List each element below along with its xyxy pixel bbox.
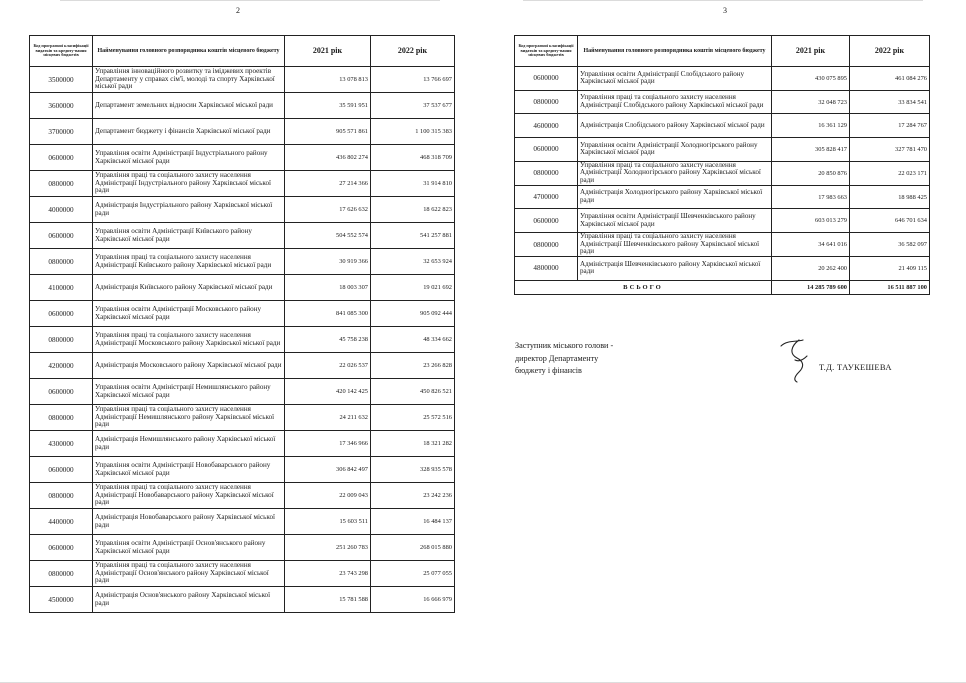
row-name: Адміністрація Київського району Харківської міської ради — [93, 275, 285, 301]
page-number: 3 — [723, 6, 727, 15]
row-code: 0800000 — [30, 171, 93, 197]
row-name: Управління освіти Адміністрації Шевченківського району Харківської міської ради — [578, 209, 772, 233]
row-amount-2022: 22 023 171 — [850, 161, 930, 185]
row-amount-2022: 268 015 880 — [371, 535, 455, 561]
row-amount-2022: 16 666 979 — [371, 587, 455, 613]
row-amount-2022: 18 321 282 — [371, 431, 455, 457]
row-amount-2022: 37 537 677 — [371, 93, 455, 119]
row-name: Департамент бюджету і фінансів Харківської міської ради — [93, 119, 285, 145]
row-code: 4200000 — [30, 353, 93, 379]
table-row — [30, 561, 455, 587]
table-row — [30, 327, 455, 353]
row-amount-2022: 25 077 055 — [371, 561, 455, 587]
row-name: Управління освіти Адміністрації Новобаварського району Харківської міської ради — [93, 457, 285, 483]
table-row — [515, 209, 930, 233]
row-amount-2021: 251 260 783 — [285, 535, 371, 561]
row-amount-2021: 23 743 298 — [285, 561, 371, 587]
row-code: 4300000 — [30, 431, 93, 457]
table-row — [515, 233, 930, 257]
row-amount-2022: 905 092 444 — [371, 301, 455, 327]
row-code: 4400000 — [30, 509, 93, 535]
table-row — [30, 119, 455, 145]
row-amount-2022: 468 318 709 — [371, 145, 455, 171]
row-code: 0800000 — [30, 327, 93, 353]
column-header-name: Найменування головного розпорядника коштів місцевого бюджету — [93, 36, 285, 67]
row-amount-2022: 32 653 924 — [371, 249, 455, 275]
row-code: 4700000 — [515, 185, 578, 209]
row-amount-2021: 17 626 632 — [285, 197, 371, 223]
row-amount-2022: 541 257 881 — [371, 223, 455, 249]
row-code: 3600000 — [30, 93, 93, 119]
row-amount-2021: 24 211 632 — [285, 405, 371, 431]
row-amount-2021: 905 571 861 — [285, 119, 371, 145]
table-row — [515, 185, 930, 209]
row-name: Управління праці та соціального захисту населення Адміністрації Московського району Харківської міської ради — [93, 327, 285, 353]
row-amount-2021: 15 781 588 — [285, 587, 371, 613]
row-amount-2022: 33 834 541 — [850, 90, 930, 114]
table-row — [515, 257, 930, 281]
column-header-2021: 2021 рік — [772, 36, 850, 67]
row-amount-2022: 31 914 810 — [371, 171, 455, 197]
row-amount-2022: 23 266 828 — [371, 353, 455, 379]
row-amount-2022: 16 484 137 — [371, 509, 455, 535]
row-name: Адміністрація Новобаварського району Харківської міської ради — [93, 509, 285, 535]
page-number: 2 — [236, 6, 240, 15]
table-row — [30, 249, 455, 275]
column-header-2022: 2022 рік — [371, 36, 455, 67]
row-code: 4000000 — [30, 197, 93, 223]
row-code: 0800000 — [30, 561, 93, 587]
table-row — [515, 90, 930, 114]
row-code: 0800000 — [30, 249, 93, 275]
row-name: Управління освіти Адміністрації Слобідського району Харківської міської ради — [578, 67, 772, 91]
handwritten-signature — [777, 336, 817, 384]
table-row — [30, 587, 455, 613]
row-amount-2021: 430 075 895 — [772, 67, 850, 91]
table-row — [515, 67, 930, 91]
row-amount-2021: 22 009 043 — [285, 483, 371, 509]
row-code: 0600000 — [30, 301, 93, 327]
row-amount-2021: 436 802 274 — [285, 145, 371, 171]
table-row — [30, 67, 455, 93]
total-label: ВСЬОГО — [515, 280, 772, 294]
column-header-code: Код програмної класифікації видатків та кредиту-вання місцевих бюджетів — [515, 36, 578, 67]
column-header-code: Код програмної класифікації видатків та кредиту-вання місцевих бюджетів — [30, 36, 93, 67]
row-name: Департамент земельних відносин Харківської міської ради — [93, 93, 285, 119]
row-amount-2022: 23 242 236 — [371, 483, 455, 509]
row-name: Управління праці та соціального захисту населення Адміністрації Шевченківського району Харківської міської ради — [578, 233, 772, 257]
table-row — [30, 301, 455, 327]
row-name: Управління освіти Адміністрації Московського району Харківської міської ради — [93, 301, 285, 327]
row-name: Адміністрація Немишлянського району Харківської міської ради — [93, 431, 285, 457]
table-row — [515, 138, 930, 162]
row-amount-2021: 17 346 966 — [285, 431, 371, 457]
row-amount-2021: 18 003 307 — [285, 275, 371, 301]
row-name: Адміністрація Індустріального району Харківської міської ради — [93, 197, 285, 223]
table-row — [30, 509, 455, 535]
row-code: 3700000 — [30, 119, 93, 145]
row-amount-2022: 48 334 662 — [371, 327, 455, 353]
row-amount-2022: 1 100 315 383 — [371, 119, 455, 145]
row-amount-2022: 328 935 578 — [371, 457, 455, 483]
row-amount-2022: 327 781 470 — [850, 138, 930, 162]
row-amount-2022: 25 572 516 — [371, 405, 455, 431]
row-code: 0600000 — [30, 223, 93, 249]
table-row — [30, 145, 455, 171]
row-amount-2021: 17 983 663 — [772, 185, 850, 209]
row-amount-2021: 603 013 279 — [772, 209, 850, 233]
row-amount-2022: 18 622 823 — [371, 197, 455, 223]
table-row — [515, 114, 930, 138]
row-amount-2021: 305 828 417 — [772, 138, 850, 162]
row-name: Адміністрація Слобідського району Харківської міської ради — [578, 114, 772, 138]
row-amount-2021: 13 078 813 — [285, 67, 371, 93]
table-row — [30, 405, 455, 431]
scan-edge-line — [60, 0, 440, 1]
row-amount-2022: 461 084 276 — [850, 67, 930, 91]
row-amount-2021: 420 142 425 — [285, 379, 371, 405]
row-name: Управління освіти Адміністрації Немишлянського району Харківської міської ради — [93, 379, 285, 405]
row-amount-2022: 18 988 425 — [850, 185, 930, 209]
budget-table — [29, 35, 455, 613]
row-amount-2021: 16 361 129 — [772, 114, 850, 138]
row-name: Управління праці та соціального захисту населення Адміністрації Індустріального району Харківської міської ради — [93, 171, 285, 197]
row-code: 0800000 — [30, 405, 93, 431]
row-name: Управління праці та соціального захисту населення Адміністрації Слобідського району Харківської міської ради — [578, 90, 772, 114]
row-code: 0600000 — [515, 209, 578, 233]
row-name: Адміністрація Основ'янського району Харківської міської ради — [93, 587, 285, 613]
row-amount-2021: 15 603 511 — [285, 509, 371, 535]
column-header-2022: 2022 рік — [850, 36, 930, 67]
table-row — [30, 535, 455, 561]
row-amount-2021: 20 262 400 — [772, 257, 850, 281]
row-name: Управління інноваційного розвитку та іміджевих проектів Департаменту у справах сім'ї, молоді та спорту Харківської міської ради — [93, 67, 285, 93]
row-amount-2022: 19 021 692 — [371, 275, 455, 301]
row-amount-2022: 21 409 115 — [850, 257, 930, 281]
row-amount-2021: 841 085 300 — [285, 301, 371, 327]
row-amount-2021: 20 850 876 — [772, 161, 850, 185]
row-code: 0800000 — [515, 161, 578, 185]
row-code: 0600000 — [30, 457, 93, 483]
table-row — [30, 171, 455, 197]
signer-title-line-3: бюджету і фінансів — [515, 366, 582, 375]
table-row — [30, 223, 455, 249]
row-code: 4500000 — [30, 587, 93, 613]
row-amount-2021: 27 214 366 — [285, 171, 371, 197]
row-code: 0600000 — [30, 145, 93, 171]
row-amount-2022: 13 766 697 — [371, 67, 455, 93]
row-code: 0800000 — [30, 483, 93, 509]
table-row — [30, 457, 455, 483]
row-name: Управління праці та соціального захисту населення Адміністрації Немишлянського району Харківської міської ради — [93, 405, 285, 431]
row-name: Адміністрація Холодногірського району Харківської міської ради — [578, 185, 772, 209]
row-amount-2021: 504 552 574 — [285, 223, 371, 249]
column-header-2021: 2021 рік — [285, 36, 371, 67]
total-2021: 14 285 789 600 — [772, 280, 850, 294]
row-name: Управління праці та соціального захисту населення Адміністрації Новобаварського району Харківської міської ради — [93, 483, 285, 509]
column-header-name: Найменування головного розпорядника коштів місцевого бюджету — [578, 36, 772, 67]
row-amount-2021: 34 641 016 — [772, 233, 850, 257]
row-code: 3500000 — [30, 67, 93, 93]
row-name: Управління освіти Адміністрації Київського району Харківської міської ради — [93, 223, 285, 249]
row-name: Управління освіти Адміністрації Індустріального району Харківської міської ради — [93, 145, 285, 171]
scan-edge-line — [523, 0, 923, 1]
signer-title-line-1: Заступник міського голови - — [515, 341, 614, 350]
row-amount-2021: 30 919 366 — [285, 249, 371, 275]
row-amount-2021: 306 842 497 — [285, 457, 371, 483]
signer-title-line-2: директор Департаменту — [515, 353, 599, 363]
row-amount-2022: 450 826 521 — [371, 379, 455, 405]
budget-table — [514, 35, 930, 295]
table-row — [30, 379, 455, 405]
table-row — [30, 483, 455, 509]
total-2022: 16 511 887 100 — [850, 280, 930, 294]
total-row — [515, 280, 930, 294]
row-amount-2021: 32 048 723 — [772, 90, 850, 114]
row-code: 0600000 — [30, 379, 93, 405]
table-row — [30, 197, 455, 223]
signer-name: Т.Д. ТАУКЕШЕВА — [819, 362, 892, 372]
row-code: 0600000 — [515, 67, 578, 91]
row-code: 4800000 — [515, 257, 578, 281]
row-amount-2021: 35 591 951 — [285, 93, 371, 119]
row-amount-2022: 17 284 767 — [850, 114, 930, 138]
row-name: Управління праці та соціального захисту населення Адміністрації Київського району Харківської міської ради — [93, 249, 285, 275]
table-row — [30, 93, 455, 119]
table-header-row — [515, 36, 930, 67]
table-row — [30, 431, 455, 457]
row-name: Управління праці та соціального захисту населення Адміністрації Холодногірського району Харківської міської ради — [578, 161, 772, 185]
table-row — [515, 161, 930, 185]
row-amount-2022: 36 582 097 — [850, 233, 930, 257]
row-code: 4600000 — [515, 114, 578, 138]
row-name: Управління освіти Адміністрації Холодногірського району Харківської міської ради — [578, 138, 772, 162]
row-name: Управління праці та соціального захисту населення Адміністрації Основ'янського району Харківської міської ради — [93, 561, 285, 587]
row-code: 0800000 — [515, 233, 578, 257]
row-amount-2022: 646 701 634 — [850, 209, 930, 233]
row-code: 4100000 — [30, 275, 93, 301]
table-row — [30, 275, 455, 301]
row-code: 0600000 — [30, 535, 93, 561]
table-row — [30, 353, 455, 379]
row-code: 0800000 — [515, 90, 578, 114]
row-name: Адміністрація Шевченківського району Харківської міської ради — [578, 257, 772, 281]
table-header-row — [30, 36, 455, 67]
signature-block — [515, 340, 935, 390]
row-name: Управління освіти Адміністрації Основ'янського району Харківської міської ради — [93, 535, 285, 561]
right-page — [483, 0, 966, 683]
row-code: 0600000 — [515, 138, 578, 162]
row-amount-2021: 45 758 238 — [285, 327, 371, 353]
row-amount-2021: 22 026 537 — [285, 353, 371, 379]
row-name: Адміністрація Московського району Харківської міської ради — [93, 353, 285, 379]
